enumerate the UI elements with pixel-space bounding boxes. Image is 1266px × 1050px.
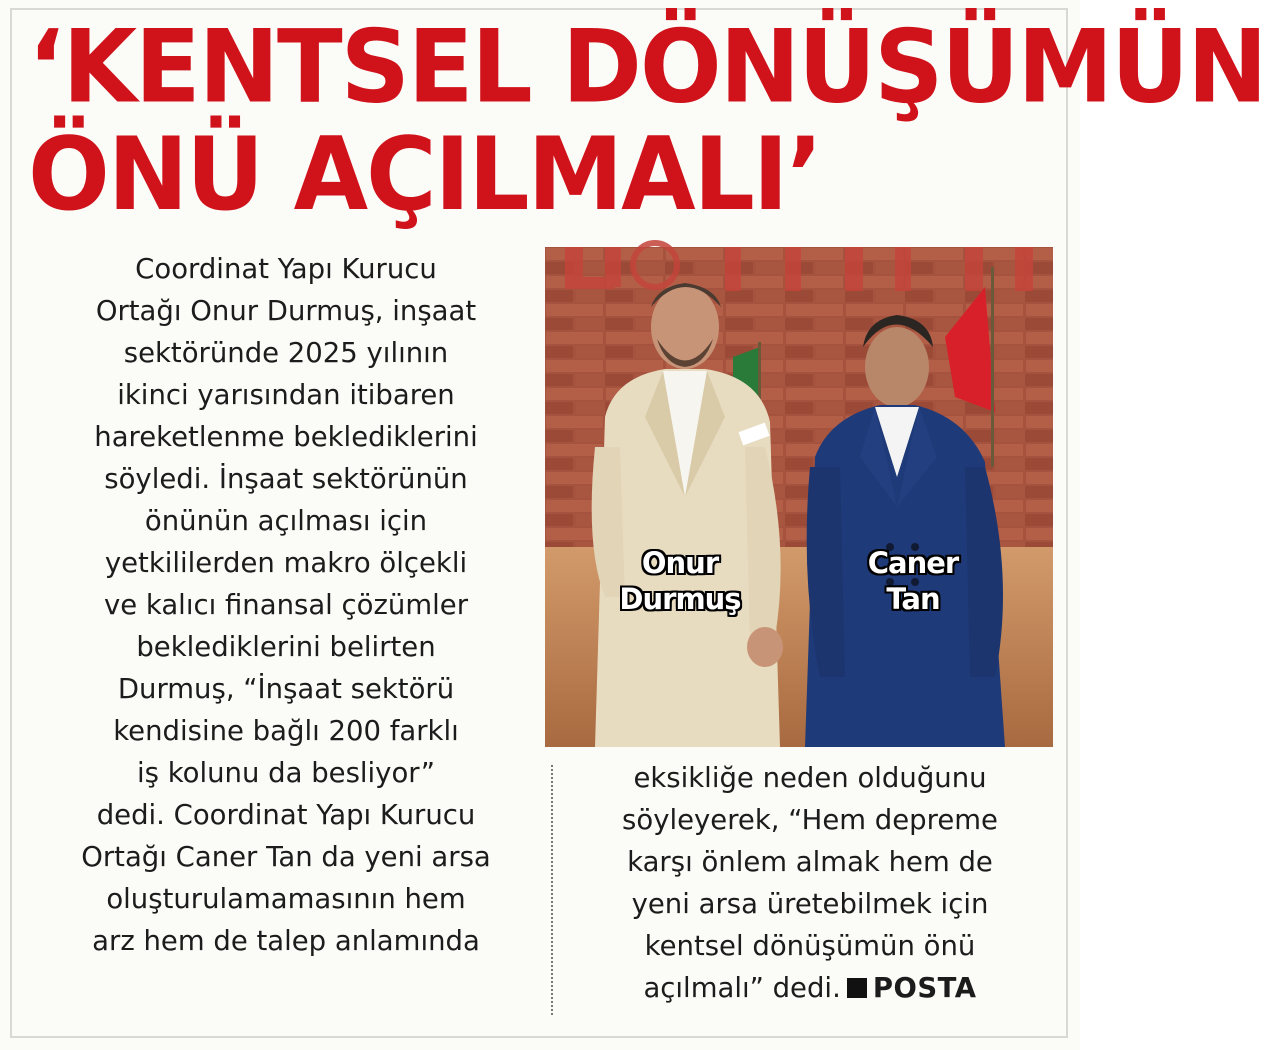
photo-caption-caner: [838, 545, 988, 617]
caption-line: Durmuş: [619, 582, 741, 616]
end-mark-icon: [847, 978, 867, 998]
body-line: oluşturulamamasının hem: [106, 883, 466, 915]
column-divider: [551, 765, 553, 1015]
body-line: Ortağı Onur Durmuş, inşaat: [95, 295, 477, 327]
signature: POSTA: [872, 972, 977, 1004]
article-column-left: [36, 248, 536, 962]
body-line: iş kolunu da besliyor”: [137, 757, 435, 789]
closing-text: açılmalı” dedi.: [643, 972, 841, 1004]
caption-line: Caner: [867, 546, 959, 580]
body-line: kentsel dönüşümün önü: [644, 930, 976, 962]
body-line: yeni arsa üretebilmek için: [631, 888, 989, 920]
body-line: Coordinat Yapı Kurucu: [135, 253, 437, 285]
body-line: kendisine bağlı 200 farklı: [113, 715, 459, 747]
article-column-right: [560, 757, 1060, 1009]
body-line: söyleyerek, “Hem depreme: [622, 804, 998, 836]
body-line: karşı önlem almak hem de: [627, 846, 993, 878]
body-line: yetkililerden makro ölçekli: [104, 547, 468, 579]
body-line: Durmuş, “İnşaat sektörü: [117, 673, 455, 705]
caption-line: Onur: [641, 546, 719, 580]
body-line: ve kalıcı finansal çözümler: [103, 589, 469, 621]
article-photo: [545, 247, 1053, 747]
headline: [28, 8, 1266, 234]
headline-line-2: ÖNÜ AÇILMALI’: [28, 115, 821, 234]
body-line: dedi. Coordinat Yapı Kurucu: [96, 799, 476, 831]
body-line: söyledi. İnşaat sektörünün: [104, 463, 468, 495]
body-line: hareketlenme beklediklerini: [94, 421, 478, 453]
body-line: ikinci yarısından itibaren: [117, 379, 455, 411]
body-line: arz hem de talep anlamında: [92, 925, 480, 957]
body-line: sektöründe 2025 yılının: [123, 337, 449, 369]
caption-line: Tan: [886, 582, 940, 616]
body-line: beklediklerini belirten: [136, 631, 436, 663]
body-line: önünün açılması için: [144, 505, 428, 537]
photo-caption-onur: [600, 545, 760, 617]
photo-illustration: [545, 247, 1053, 747]
headline-line-1: ‘KENTSEL DÖNÜŞÜMÜN: [28, 8, 1266, 126]
body-line: Ortağı Caner Tan da yeni arsa: [81, 841, 491, 873]
body-line-last: [560, 967, 1060, 1009]
body-line: eksikliğe neden olduğunu: [633, 762, 987, 794]
